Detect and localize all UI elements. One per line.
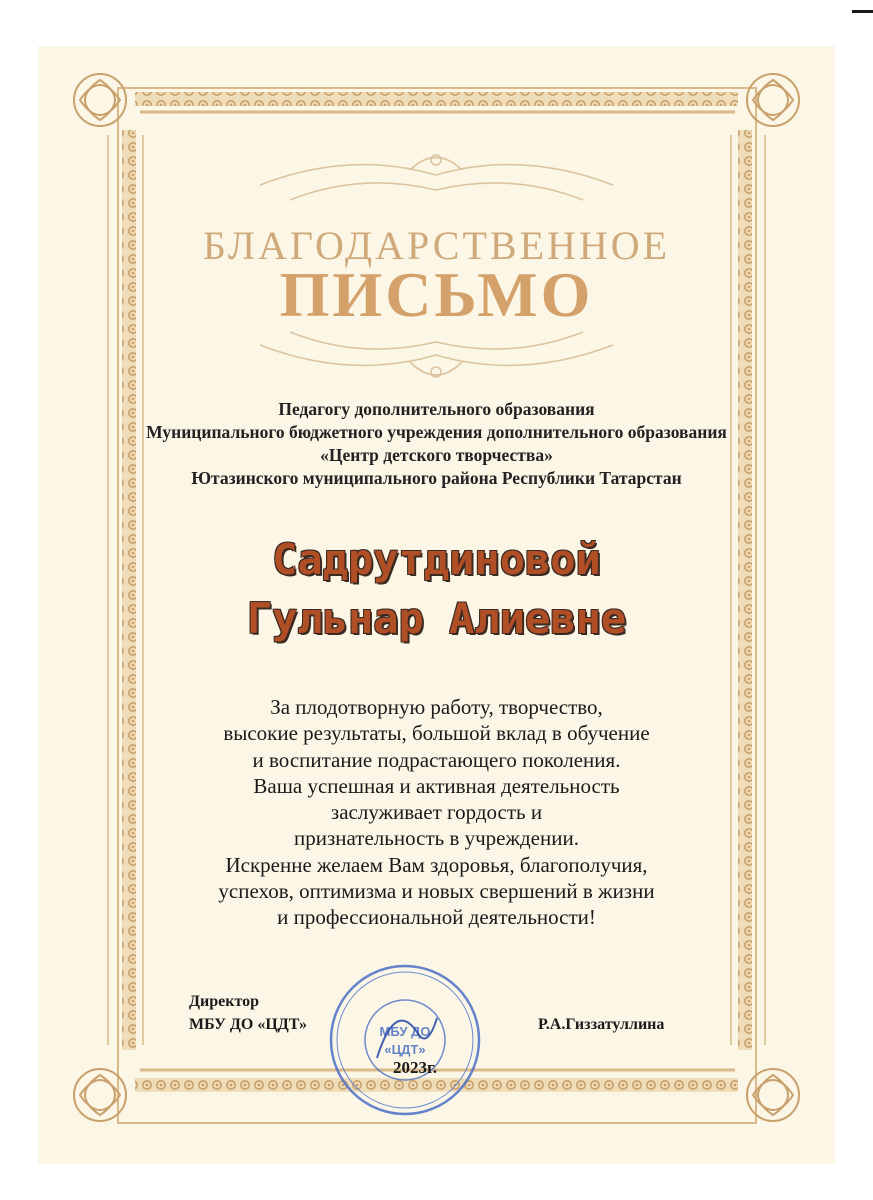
body-line: высокие результаты, большой вклад в обучение <box>223 721 650 746</box>
recipient-given-names: Гульнар Алиевне <box>246 594 627 643</box>
issue-year: 2023г. <box>393 1058 438 1077</box>
title-line-2: ПИСЬМО <box>279 259 594 330</box>
recipient-surname: Садрутдиновой <box>272 535 601 584</box>
body-line: Ваша успешная и активная деятельность <box>253 773 620 798</box>
addressee-line: «Центр детского творчества» <box>320 445 553 465</box>
svg-text:МБУ ДО: МБУ ДО <box>379 1024 431 1039</box>
signer-name: Р.А.Гиззатуллина <box>538 1016 665 1033</box>
official-stamp <box>325 960 485 1120</box>
body-line: успехов, оптимизма и новых свершений в жизни <box>218 879 655 904</box>
body-line: признательность в учреждении. <box>294 826 579 851</box>
addressee-block <box>0 398 873 490</box>
signer-position-line2: МБУ ДО «ЦДТ» <box>189 1016 308 1033</box>
addressee-line: Муниципального бюджетного учреждения дополнительного образования <box>146 422 727 442</box>
svg-text:«ЦДТ»: «ЦДТ» <box>384 1042 426 1057</box>
body-line: За плодотворную работу, творчество, <box>270 695 603 719</box>
body-line: и профессиональной деятельности! <box>277 905 596 930</box>
body-line: заслуживает гордость и <box>330 800 543 825</box>
gratitude-text <box>0 694 873 931</box>
body-line: и воспитание подрастающего поколения. <box>252 747 621 772</box>
addressee-line: Педагогу дополнительного образования <box>278 399 595 419</box>
addressee-line: Ютазинского муниципального района Республики Татарстан <box>191 468 682 488</box>
title-line-1: БЛАГОДАРСТВЕННОЕ <box>202 223 671 268</box>
signer-position-line1: Директор <box>189 993 259 1010</box>
body-line: Искренне желаем Вам здоровья, благополучия, <box>225 852 648 877</box>
